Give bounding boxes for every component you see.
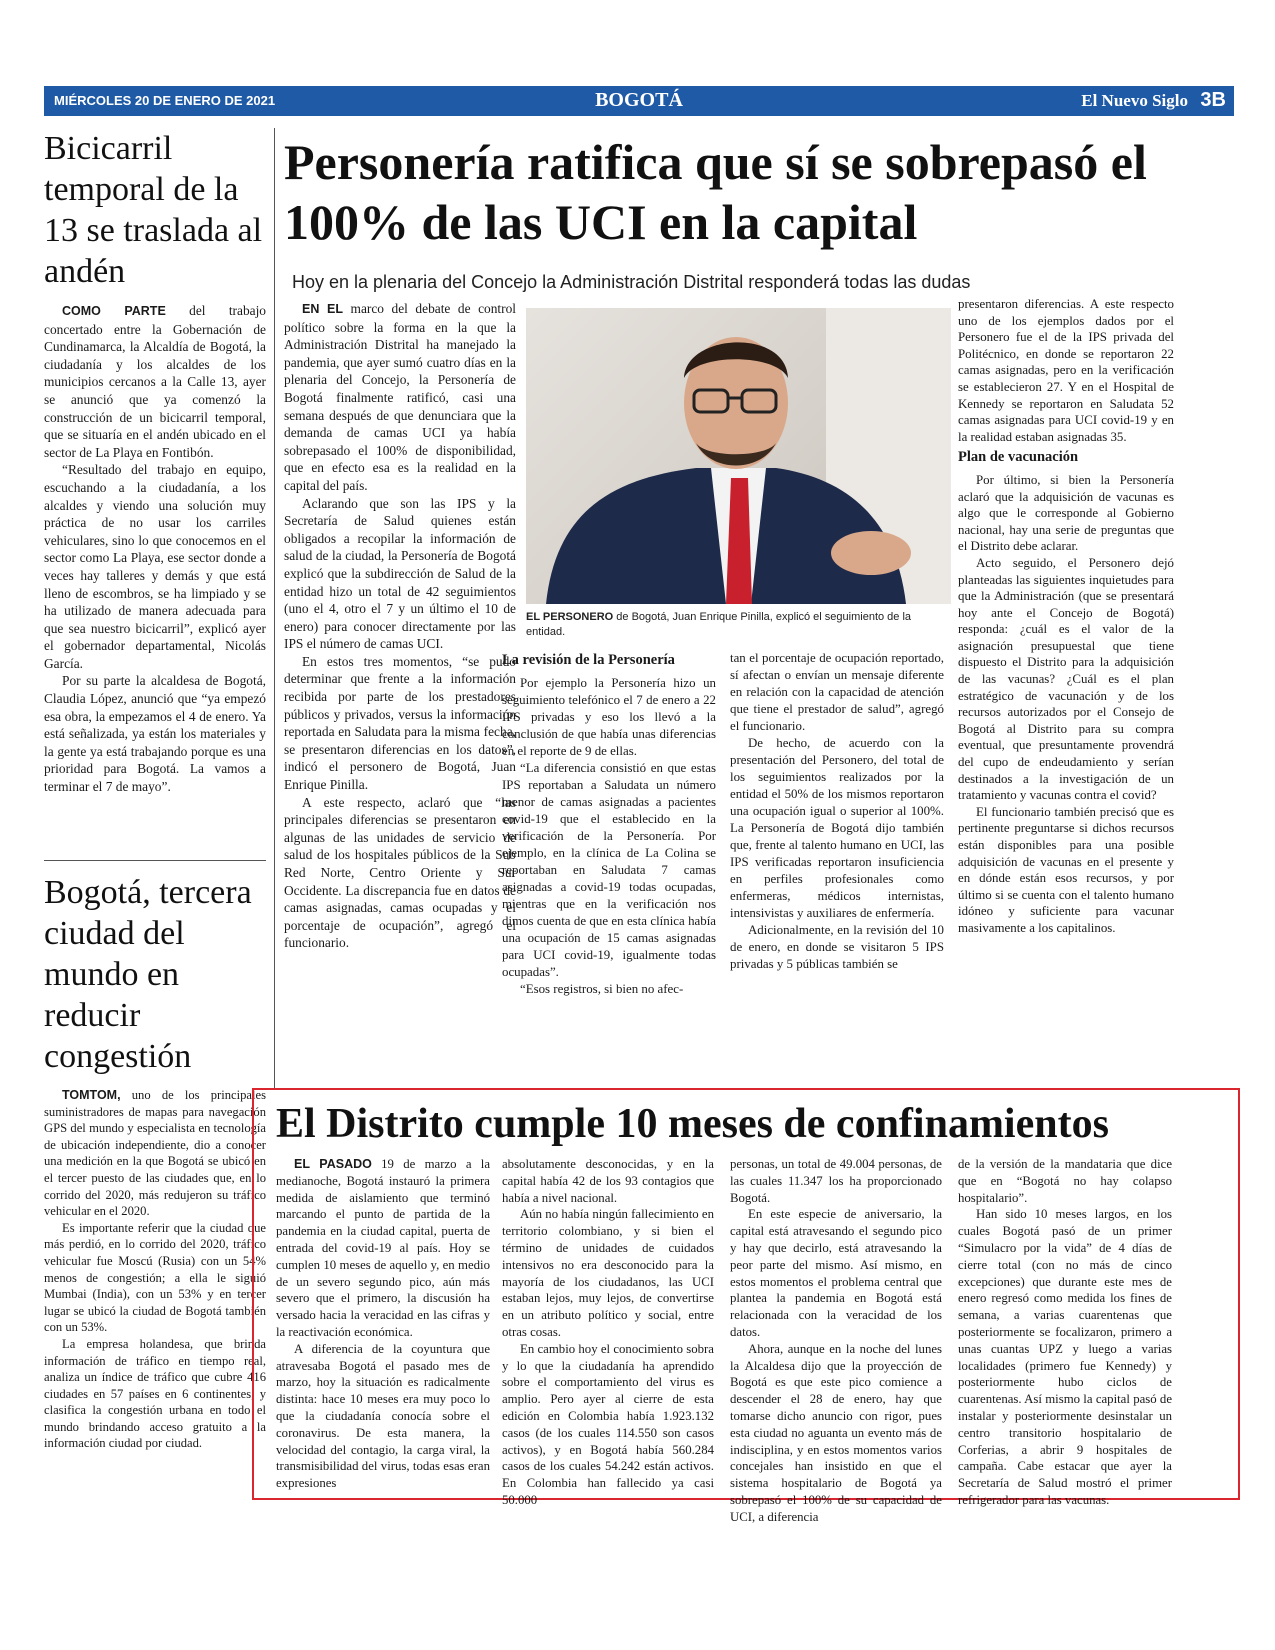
congestion-headline: Bogotá, tercera ciudad del mundo en reducir congestión [44,874,252,1075]
personero-photo-illustration [526,308,951,604]
box-column-1 [276,1156,490,1492]
congestion-paragraph-2: Es importante referir que la ciudad que más perdió, en lo corrido del 2020, tráfico vehicular fue Moscú (Rusia) con un 54% menos de congestión; a ella le siguió Mumbai (India), con un 53% y en tercer lugar se ubicó la ciudad de Bogotá también con un 53%. [44,1220,266,1335]
column-divider [274,128,275,1088]
box-c3-paragraph-0: personas, un total de 49.004 personas, de las cuales 11.347 los ha proporcionado Bogotá. [730,1157,942,1205]
personero-photo [526,308,951,604]
left-column-lower [44,872,266,1452]
congestion-paragraph-1: uno de los principales suministradores de mapas para navegación GPS del mundo y especialista en tecnología de ubicación independiente, dio a conocer una medición en la que Bogotá se ubicó en el tercer puesto de las ciudades que, en lo corrido del 2020, más redujeron su tráfico vehicular en el 2020. [44,1088,266,1219]
main-column-2 [502,648,716,998]
main-c4-paragraph-1: Por último, si bien la Personería aclaró que la adquisición de vacunas es algo que le corresponde al Gobierno nacional, hay una serie de preguntas que el Distrito debe aclarar. [958,472,1174,554]
box-column-2 [502,1156,714,1509]
box-c3-paragraph-1: En este especie de aniversario, la capital está atravesando el segundo pico y hay que decirlo, está atravesando la peor parte del mismo. Así mismo, en estos momentos el problema central que plantea la pandemia en Bogotá está relacionada con la veracidad de los datos. [730,1207,942,1339]
box-c2-paragraph-2: En cambio hoy el conocimiento sobra y lo que la ciudadanía ha aprendido sobre el comportamiento del virus es amplio. Pero ayer al cierre de esta edición en Colombia había 1.923.132 casos (de los cuales 114.550 son casos activos), y en Bogotá había 560.284 casos de los cuales 54.242 están activos. En Colombia han fallecido ya casi 50.000 [502,1341,714,1507]
congestion-body [44,1087,266,1452]
main-column-4 [958,296,1174,937]
congestion-paragraph-3: La empresa holandesa, que brinda información de tráfico en tiempo real, analiza un índice de tráfico que cubre 416 ciudades en 57 países en 6 continentes, y clasifica la congestión urbana en todo el mundo brindando acceso gratuito a la información ciudad por ciudad. [44,1336,266,1451]
main-column-3 [730,650,944,973]
bicicarril-paragraph-2: “Resultado del trabajo en equipo, escuchando a la ciudadanía, a los alcaldes y viendo una solución muy práctica de no usar los carriles vehiculares, sino lo que conocemos en el sector como La Playa, ese sector donde a veces hay talleres y demás y que está lleno de escombros, se ha limpiado y se ha utilizado de manera adecuada para que sea nuestro bicicarril”, explicó ayer el gobernador departamental, Nicolás García. [44,462,266,671]
box-c4-paragraph-0: de la versión de la mandataria que dice que en “Bogotá no hay colapso hospitalario”. [958,1157,1172,1205]
caption-text: de Bogotá, Juan Enrique Pinilla, explicó el seguimiento de la entidad. [526,611,912,638]
bicicarril-paragraph-1: del trabajo concertado entre la Gobernación de Cundinamarca, la Alcaldía de Bogotá, la ciudadanía y los alcaldes de los municipios cercanos a la Calle 13, ayer se anunció que ya comenzó la construcción de un bicicarril temporal, que se situaría en el andén ubicado en el sector de La Playa en Fontibón. [44,303,266,460]
main-headline: Personería ratifica que sí se sobrepasó el 100% de las UCI en la capital [284,134,1147,250]
main-c2-paragraph-2: “La diferencia consistió en que estas IPS reportaban a Saludata un número menor de camas asignadas a pacientes covid-19 que el establecido en la verificación de la Personería. Por ejemplo, en la clínica de La Colina se reportaban en Saludata 7 camas asignadas a covid-19 todas ocupadas, mientras que en la verificación nos dimos cuenta de que en esta clínica había una ocupación de 15 camas asignadas para UCI covid-19, igualmente todas ocupadas”. [502,761,716,979]
left-column-rule [44,860,266,861]
newspaper-brand: El Nuevo Siglo [1081,91,1188,110]
main-c3-paragraph-2: Adicionalmente, en la revisión del 10 de enero, en donde se visitaron 5 IPS privadas y 5 públicas también se [730,923,944,971]
main-c3-paragraph-0: tan el porcentaje de ocupación reportado, sí afectan o envían un mensaje diferente en relación con la capacidad de atención que tiene el prestador de salud”, agregó el funcionario. [730,651,944,733]
main-c4-paragraph-3: El funcionario también precisó que es pertinente preguntarse si dichos recursos están disponibles para una posible adquisición de vacunas en el presente y en dónde están esos recursos, y por último si se cuenta con el talento humano idóneo y suficiente para vacunar masivamente a los capitalinos. [958,804,1174,935]
bicicarril-body [44,302,266,796]
subhead-revision: La revisión de la Personería [502,652,675,668]
main-c4-paragraph-2: Acto seguido, el Personero dejó planteadas las siguientes inquietudes para que la Administración (que se presentará hoy ante el Concejo de Bogotá) responda: ¿cuál es el valor de la asignación presupuestal que tiene dispuesto el Distrito para la adquisición de las vacunas? ¿Cuál es el plan estratégico de vacunación y de los recursos autorizados por el Consejo de Bogotá al Distrito para su compra eventual, que presuntamente provendrá del cupo de endeudamiento y serían destinados a la investigación de un tratamiento y vacunas contra el covid? [958,555,1174,803]
main-c2-paragraph-1: Por ejemplo la Personería hizo un seguimiento telefónico el 7 de enero a 22 IPS privadas y eso los llevó a la conclusión de que había unas diferencias en el reporte de 9 de ellas. [502,676,716,758]
main-c4-paragraph-0: presentaron diferencias. A este respecto uno de los ejemplos dados por el Personero fue el de la IPS privada del Politécnico, en donde se reportaron 22 camas asignadas, pero en la verificación se establecieron 27. Y en el Hospital de Kennedy se reportaron en Saludata 52 camas asignadas para UCI covid-19 y en la realidad estaban asignadas 35. [958,297,1174,444]
box-column-4 [958,1156,1172,1509]
main-column-1 [284,300,516,952]
section-name: BOGOTÁ [595,89,683,111]
caption-lead: EL PERSONERO [526,611,614,623]
left-column [44,128,266,796]
subhead-vacunacion: Plan de vacunación [958,449,1079,466]
issue-date: MIÉRCOLES 20 DE ENERO DE 2021 [54,93,276,108]
main-c1-paragraph-1: marco del debate de control político sobre la forma en la que la Administración Distrital ha manejado la pandemia, que ayer sumó cuatro días en la plenaria del Concejo, la Personería de Bogotá finalmente ratificó, casi una semana después de que denunciara que la demanda de camas UCI ya había sobrepasado el 100% de disponibilidad, que en efecto esa es la realidad en la capital del país. [284,301,517,493]
photo-caption [526,610,951,640]
main-subtitle: Hoy en la plenaria del Concejo la Administración Distrital responderá todas las dudas [292,272,971,292]
box-headline: El Distrito cumple 10 meses de confinamientos [276,1101,1109,1147]
main-c1-paragraph-3: En estos tres momentos, “se pudo determinar que frente a la información recibida por parte de los prestadores públicos y privados, versus la información reportada en Saludata para la misma fecha, se presentaron diferencias en los datos”, indicó el personero de Bogotá, Juan Enrique Pinilla. [284,653,516,793]
main-c1-paragraph-4: A este respecto, aclaró que “las principales diferencias se presentaron en algunas de las unidades de servicio de salud de los hospitales públicos de la Sub Red Norte, Centro Oriente y Sur Occidente. La discrepancia fue en datos de camas asignadas, camas ocupadas y el porcentaje de ocupación”, agregó el funcionario. [284,794,516,951]
box-c2-paragraph-0: absolutamente desconocidas, y en la capital había 42 de los 93 contagios que había a nivel nacional. [502,1157,714,1205]
main-c1-paragraph-2: Aclarando que son las IPS y la Secretaría de Salud quienes están obligados a recopilar la información de salud de la ciudad, la Personería de Bogotá explicó que la subdirección de Salud de la entidad hizo un total de 42 seguimientos (uno el 4, otro el 7 y un último el 10 de enero) para conocer directamente por las IPS el número de camas UCI. [284,495,516,652]
congestion-lead: TOMTOM, [62,1088,121,1102]
bicicarril-headline: Bicicarril temporal de la 13 se traslada al andén [44,130,263,290]
main-lead: EN EL [302,302,343,316]
page-number: 3B [1200,89,1226,111]
page-header-bar [44,86,1234,116]
box-lead: EL PASADO [294,1157,372,1171]
main-c3-paragraph-1: De hecho, de acuerdo con la presentación del Personero, del total de los seguimientos realizados por la entidad el 50% de los mismos reportaron una ocupación igual o superior al 100%. La Personería de Bogotá dijo también que, frente al talento humano en UCI, las IPS verificadas reportaron insuficiencia en perfiles profesionales como enfermeras, médicos internistas, intensivistas y auxiliares de enfermería. [730,736,944,920]
box-c1-paragraph-1: 19 de marzo a la medianoche, Bogotá instauró la primera medida de aislamiento que terminó marcando el punto de partida de la pandemia en la ciudad capital, puerta de entrada del covid-19 al país. Hoy se cumplen 10 meses de aquello y, en medio de un severo segundo pico, aún más severo que el primero, la discusión ha versado hacia la veracidad en las cifras y la reactivación económica. [276,1157,491,1339]
box-c3-paragraph-2: Ahora, aunque en la noche del lunes la Alcaldesa dijo que la proyección de Bogotá es que este pico comience a descender el 28 de enero, hay que tomarse dicho anuncio con rigor, pues esta ciudad no aguanta un evento más de indisciplina, y en estos momentos varios concejales han insistido en que el sistema hospitalario de Bogotá ya sobrepasó el 100% de su capacidad de UCI, a diferencia [730,1341,942,1524]
bicicarril-paragraph-3: Por su parte la alcaldesa de Bogotá, Claudia López, anunció que “ya empezó esa obra, la empezamos el 4 de enero. Ya está señalizada, ya están los materiales y la gente ya está trabajando porque es una prioridad para Bogotá. La vamos a terminar el 7 de mayo”. [44,673,266,795]
box-c4-paragraph-1: Han sido 10 meses largos, en los cuales Bogotá pasó de un primer “Simulacro por la vida” de 4 días de cierre total (con no más de cinco excepciones) que durante este mes de enero regresó como medida los fines de semana, a varias cuarentenas que posteriormente se focalizaron, primero a unas cuantas UPZ y luego a varias localidades (primero fue Kennedy) y posteriormente hubo ciclos de cuarentenas. Así mismo la capital pasó de instalar y posteriormente desinstalar un centro transitorio hospitalario de Corferias, a abrir 9 hospitales de campaña. Cabe estacar que ayer la Secretaría de Salud mostró el primer refrigerador para las vacunas. [958,1207,1172,1507]
bicicarril-lead: COMO PARTE [62,304,166,318]
main-c2-paragraph-3: “Esos registros, si bien no afec- [520,982,684,996]
box-c1-paragraph-2: A diferencia de la coyuntura que atravesaba Bogotá el pasado mes de marzo, hoy la situación es radicalmente distinta: hace 10 meses era muy poco lo que la ciudadanía conocía sobre el coronavirus. De esta manera, la velocidad del contagio, la carga viral, la transmisibilidad del virus, todas esas eran expresiones [276,1341,490,1491]
box-column-3 [730,1156,942,1526]
box-c2-paragraph-1: Aún no había ningún fallecimiento en territorio colombiano, y si bien el término de unidades de cuidados intensivos no era desconocido para la mayoría de los ciudadanos, las UCI estaban lejos, muy lejos, de convertirse en un atributo político y social, entre otras cosas. [502,1207,714,1339]
